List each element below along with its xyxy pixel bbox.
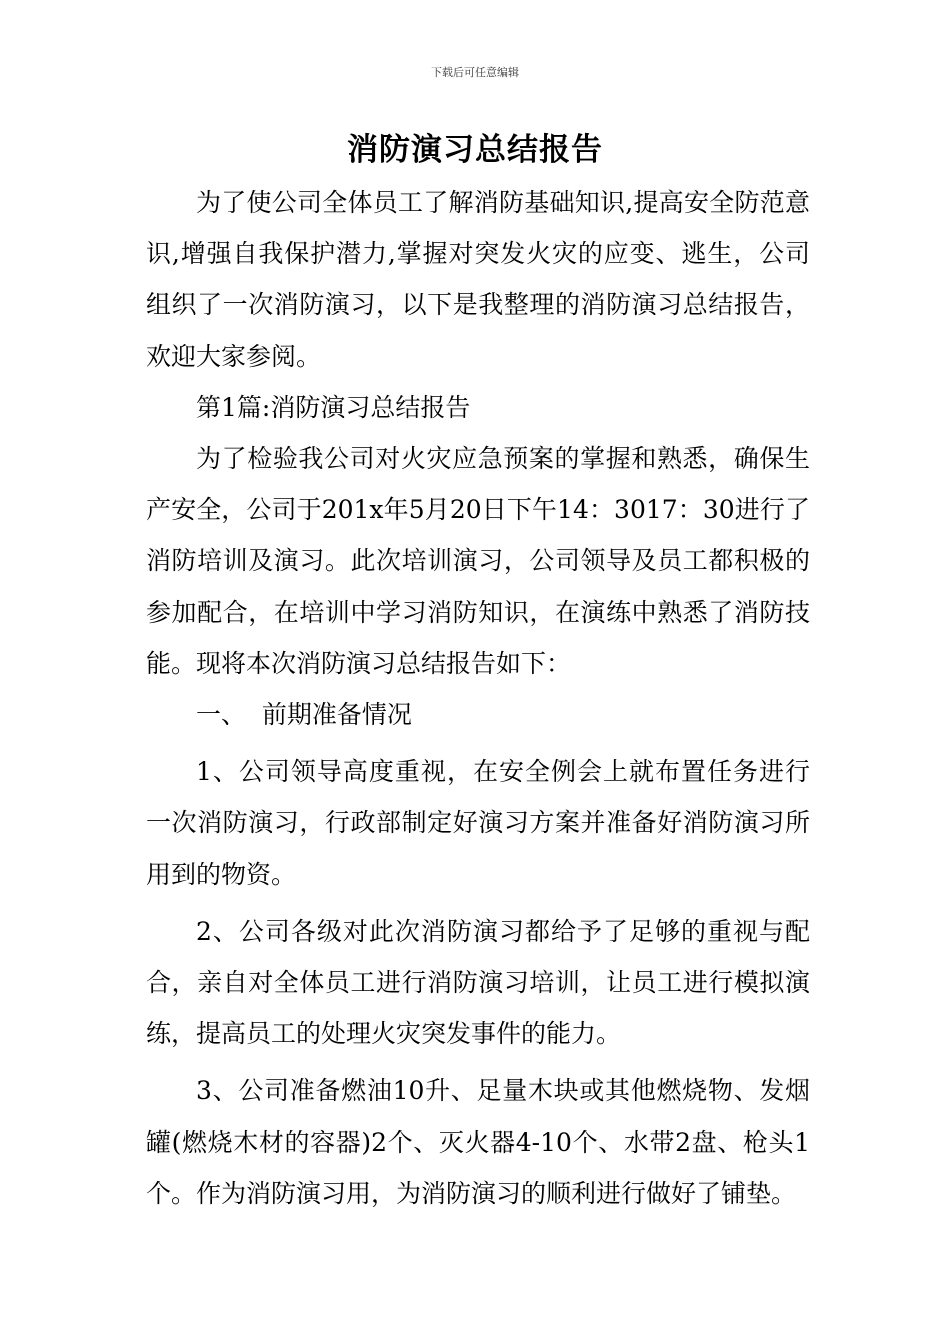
document-title: 消防演习总结报告 (347, 132, 603, 168)
section-heading-part-1: 第1篇:消防演习总结报告 (196, 392, 471, 422)
overview-paragraph: 为了检验我公司对火灾应急预案的掌握和熟悉，确保生产安全，公司于201x年5月20日下午14：3017：30进行了消防培训及演习。此次培训演习，公司领导及员工都积极的参加配合，在培训中学习消防知识，在演练中熟悉了消防技能。现将本次消防演习总结报告如下： (146, 444, 810, 678)
section-heading-preparation: 一、 前期准备情况 (196, 700, 412, 730)
intro-paragraph: 为了使公司全体员工了解消防基础知识,提高安全防范意识,增强自我保护潜力,掌握对突发火灾的应变、逃生，公司组织了一次消防演习，以下是我整理的消防演习总结报告，欢迎大家参阅。 (146, 188, 810, 371)
page-header-note: 下载后可任意编辑 (431, 66, 519, 79)
list-item-1: 1、公司领导高度重视，在安全例会上就布置任务进行一次消防演习，行政部制定好演习方案并准备好消防演习所用到的物资。 (146, 757, 810, 889)
list-item-2: 2、公司各级对此次消防演习都给予了足够的重视与配合，亲自对全体员工进行消防演习培训，让员工进行模拟演练，提高员工的处理火灾突发事件的能力。 (146, 916, 810, 1049)
document-body (146, 177, 810, 1219)
list-item-3: 3、公司准备燃油10升、足量木块或其他燃烧物、发烟罐(燃烧木材的容器)2个、灭火器4-10个、水带2盘、枪头1个。作为消防演习用，为消防演习的顺利进行做好了铺垫。 (146, 1076, 810, 1208)
